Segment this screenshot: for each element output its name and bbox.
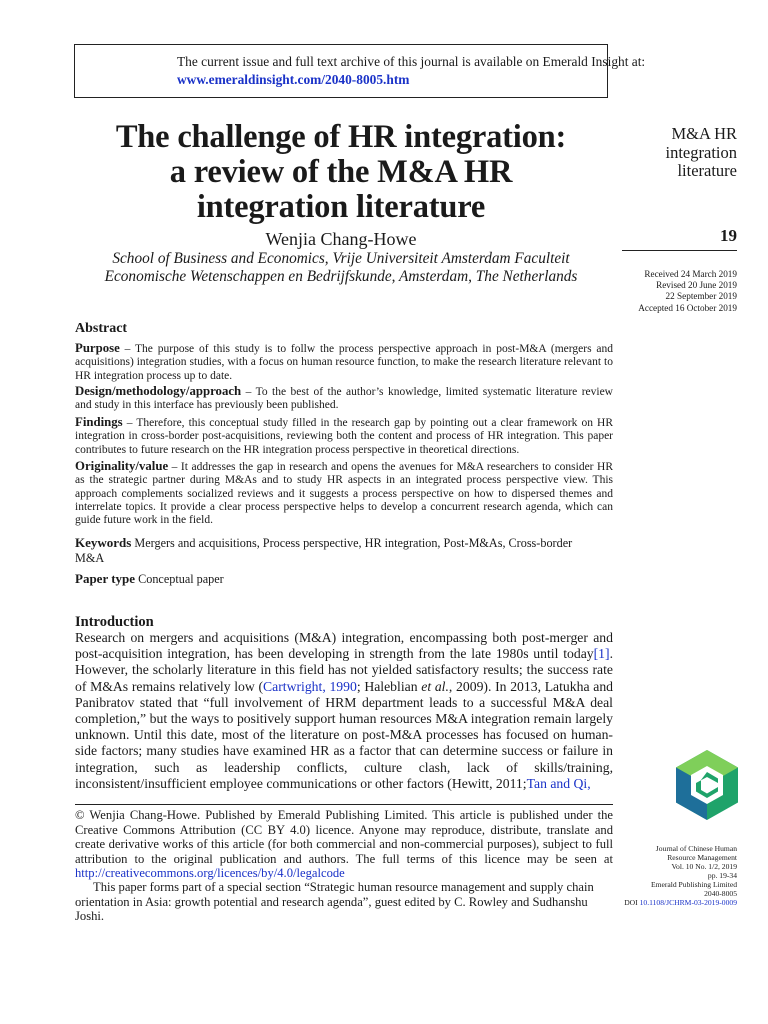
citation-cartwright[interactable]: Cartwright, 1990	[263, 678, 357, 694]
journal-pages: pp. 19-34	[707, 871, 737, 880]
license-link[interactable]: http://creativecommons.org/licences/by/4.0/legalcode	[75, 866, 345, 881]
abstract-purpose	[75, 342, 613, 383]
author-affiliation	[74, 250, 608, 286]
papertype-text: Conceptual paper	[135, 572, 224, 586]
paper-type	[75, 571, 224, 587]
license-note	[75, 808, 613, 881]
title-line-1: The challenge of HR integration:	[115, 119, 567, 155]
special-section-note: This paper forms part of a special section “Strategic human resource management and supply chain orientation in Asia: growth potential and research agenda”, guest edited by C. Rowley and Sudhanshu Joshi.	[75, 880, 594, 924]
sidebar-divider	[622, 250, 737, 251]
keywords-label: Keywords	[75, 535, 132, 550]
author-name: Wenjia Chang-Howe	[265, 229, 417, 249]
abstract-heading: Abstract	[75, 321, 128, 336]
archive-notice-text: The current issue and full text archive of this journal is available on Emerald Insight at:	[177, 54, 646, 69]
archive-notice-box	[74, 44, 646, 98]
title-line-3: integration literature	[196, 189, 486, 225]
design-label: Design/methodology/approach	[75, 384, 242, 398]
running-head-line-3: literature	[677, 161, 737, 180]
running-head-line-1: M&A HR	[671, 124, 737, 143]
history-revised: Revised 20 June 2019	[656, 280, 737, 291]
footnote-divider	[75, 804, 613, 805]
findings-text: – Therefore, this conceptual study filled in the research gap by pointing out a clear framework on HR integration in cross-border post-acquisitions, reviewing both the content and process of HR integration. This paper contributes to future research on the HR integration process perspective in theoretical directions.	[75, 417, 613, 456]
design-text: – To the best of the author’s knowledge, limited systematic literature review and study in this interface has previously been published.	[75, 386, 613, 412]
archive-notice-link[interactable]: www.emeraldinsight.com/2040-8005.htm	[177, 72, 410, 87]
journal-volume: Vol. 10 No. 1/2, 2019	[671, 862, 737, 871]
intro-text-2: . However, the scholarly literature in this field has not yielded satisfactory results; the success rate of M&As remains relatively low (	[75, 646, 613, 694]
journal-name-line-1: Journal of Chinese Human	[655, 844, 737, 853]
affiliation-line-1: School of Business and Economics, Vrije Universiteit Amsterdam Faculteit	[112, 250, 570, 267]
page-number: 19	[720, 226, 737, 245]
journal-name-line-2: Resource Management	[667, 853, 737, 862]
originality-label: Originality/value	[75, 459, 169, 473]
running-head	[622, 125, 737, 181]
intro-text-1: Research on mergers and acquisitions (M&A) integration, encompassing both post-merger and post-acquisition integration, has been developing in strength from the late 1980s until today	[75, 630, 613, 662]
license-text: © Wenjia Chang-Howe. Published by Emerald Publishing Limited. This article is published under the Creative Commons Attribution (CC BY 4.0) licence. Anyone may reproduce, distribute, translate and create derivative works of this article (for both commercial and non-commercial purposes), subject to full attribution to the original publication and authors. The full terms of this licence may be seen at	[75, 808, 613, 866]
keywords	[75, 535, 575, 566]
journal-info	[600, 844, 737, 907]
article-history	[610, 269, 737, 314]
doi-link[interactable]: 10.1108/JCHRM-03-2019-0009	[639, 898, 737, 907]
intro-text-4: , 2009). In 2013, Latukha and Panibratov stated that “full involvement of HRM department leads to a successful M&A deal completion,” but the ways to positively support human resources M&A integration remain largely unknown. Until this date, most of the literature on post-M&A processes has focused on human-side factors; many studies have examined HR as a factor that can determine success or failure in integration, such as leadership conflicts, culture clash, lack of skills/training, inconsistent/insufficient employee communications or other factors (Hewitt, 2011;	[75, 678, 614, 791]
intro-text-3: ; Haleblian	[356, 678, 422, 694]
intro-etal: et al.	[421, 678, 449, 694]
footnote-ref-1[interactable]: [1]	[593, 646, 610, 662]
originality-text: – It addresses the gap in research and opens the avenues for M&A researchers to consider HR as the strategic partner during M&As and to study HR aspects in an integrated process perspective view. This approach complements socialized reviews and it suggests a process perspective on how to dispersed themes and interrelate topics. It provide a clear process perspective helps to develop a concurrent research agenda, which can guide future work in the field.	[75, 461, 613, 527]
title-line-2: a review of the M&A HR	[169, 154, 513, 190]
introduction-heading: Introduction	[75, 614, 154, 630]
journal-publisher: Emerald Publishing Limited	[650, 880, 737, 889]
journal-issn: 2040-8005	[704, 889, 737, 898]
history-received: Received 24 March 2019	[644, 269, 737, 279]
introduction-body	[75, 630, 613, 792]
abstract-originality	[75, 460, 613, 527]
papertype-label: Paper type	[75, 571, 136, 586]
doi-label: DOI	[624, 898, 640, 907]
findings-label: Findings	[75, 415, 123, 429]
running-head-line-2: integration	[665, 142, 737, 162]
journal-doi	[600, 898, 737, 907]
purpose-label: Purpose	[75, 341, 120, 355]
citation-tan-qi[interactable]: Tan and Qi,	[526, 775, 591, 791]
article-title	[74, 120, 608, 225]
abstract-findings	[75, 416, 613, 457]
affiliation-line-2: Economische Wetenschappen en Bedrijfskunde, Amsterdam, The Netherlands	[104, 268, 578, 285]
history-revised-2: 22 September 2019	[665, 291, 737, 302]
journal-logo-icon	[676, 750, 738, 820]
history-accepted: Accepted 16 October 2019	[638, 302, 737, 313]
purpose-text: – The purpose of this study is to follw the process perspective approach in post-M&A (mergers and acquisitions) integration studies, with a focus on human resource function, to make the research literature relevant to HR integration process up to date.	[75, 343, 613, 382]
abstract-design	[75, 385, 613, 413]
keywords-text: Mergers and acquisitions, Process perspective, HR integration, Post-M&As, Cross-border M&A	[75, 536, 573, 565]
